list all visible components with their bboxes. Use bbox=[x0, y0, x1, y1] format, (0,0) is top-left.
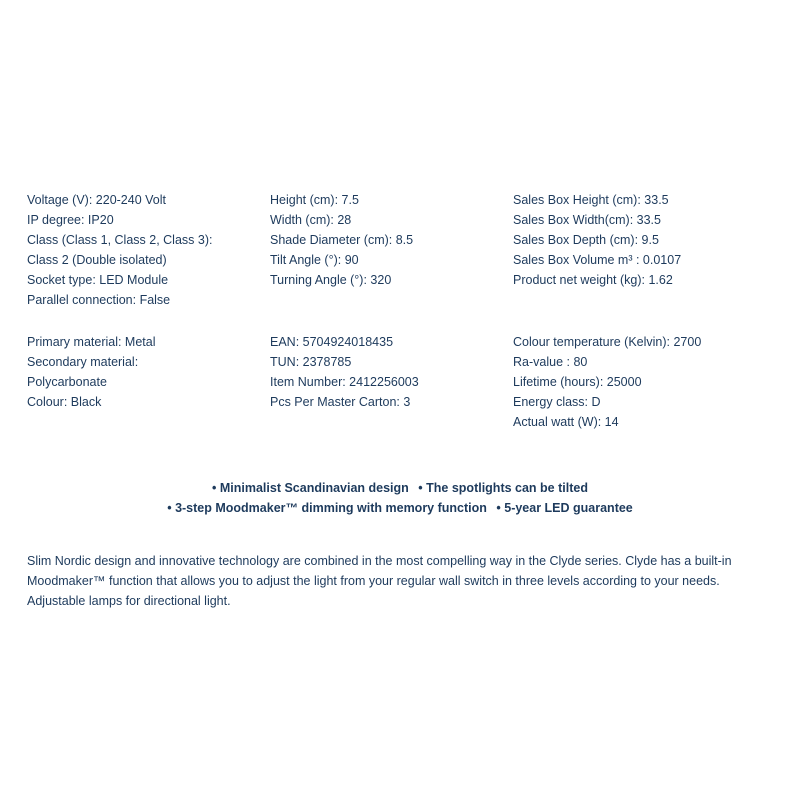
spec-sales-box-width: Sales Box Width(cm): 33.5 bbox=[513, 213, 661, 227]
spec-height: Height (cm): 7.5 bbox=[270, 193, 359, 207]
spec-secondary-material-value: Polycarbonate bbox=[27, 375, 107, 389]
spec-socket-type: Socket type: LED Module bbox=[27, 273, 169, 287]
spec-sales-box-volume: Sales Box Volume m³ : 0.0107 bbox=[513, 253, 682, 267]
spec-column-dimensions-ids bbox=[270, 190, 510, 412]
spec-actual-watt: Actual watt (W): 14 bbox=[513, 415, 619, 429]
description-line: Slim Nordic design and innovative technology are combined in the most compelling way in the Clyde series. Clyde has a built-in bbox=[27, 554, 732, 568]
spec-colour: Colour: Black bbox=[27, 395, 102, 409]
feature-row bbox=[0, 478, 800, 498]
spec-turning-angle: Turning Angle (°): 320 bbox=[270, 273, 392, 287]
spec-class-value: Class 2 (Double isolated) bbox=[27, 253, 167, 267]
description-line: Moodmaker™ function that allows you to adjust the light from your regular wall switch in three levels according to your needs. bbox=[27, 574, 720, 588]
spec-primary-material: Primary material: Metal bbox=[27, 335, 156, 349]
spec-voltage: Voltage (V): 220-240 Volt bbox=[27, 193, 166, 207]
spec-sales-box-depth: Sales Box Depth (cm): 9.5 bbox=[513, 233, 659, 247]
spec-lifetime: Lifetime (hours): 25000 bbox=[513, 375, 642, 389]
spacer bbox=[27, 310, 267, 332]
feature-item: • 3-step Moodmaker™ dimming with memory function bbox=[167, 501, 487, 515]
spec-parallel-connection: Parallel connection: False bbox=[27, 293, 171, 307]
spec-column-electrical-material bbox=[27, 190, 267, 412]
spacer bbox=[513, 290, 783, 310]
spec-column-packaging-light bbox=[513, 190, 783, 432]
spec-pcs-per-carton: Pcs Per Master Carton: 3 bbox=[270, 395, 411, 409]
feature-item: • Minimalist Scandinavian design bbox=[212, 481, 409, 495]
spec-sales-box-height: Sales Box Height (cm): 33.5 bbox=[513, 193, 669, 207]
spec-ip-degree: IP degree: IP20 bbox=[27, 213, 114, 227]
spec-shade-diameter: Shade Diameter (cm): 8.5 bbox=[270, 233, 414, 247]
spec-energy-class: Energy class: D bbox=[513, 395, 601, 409]
spec-class-label: Class (Class 1, Class 2, Class 3): bbox=[27, 233, 213, 247]
spec-ean: EAN: 5704924018435 bbox=[270, 335, 394, 349]
spec-tun: TUN: 2378785 bbox=[270, 355, 352, 369]
product-description bbox=[27, 551, 797, 611]
spacer bbox=[513, 310, 783, 332]
feature-row bbox=[0, 498, 800, 518]
feature-item: • 5-year LED guarantee bbox=[496, 501, 633, 515]
spec-secondary-material-label: Secondary material: bbox=[27, 355, 139, 369]
spacer bbox=[270, 290, 510, 310]
spec-ra-value: Ra-value : 80 bbox=[513, 355, 588, 369]
feature-bullets bbox=[0, 478, 800, 518]
feature-item: • The spotlights can be tilted bbox=[418, 481, 588, 495]
spec-colour-temperature: Colour temperature (Kelvin): 2700 bbox=[513, 335, 702, 349]
spec-tilt-angle: Tilt Angle (°): 90 bbox=[270, 253, 359, 267]
spec-width: Width (cm): 28 bbox=[270, 213, 352, 227]
spec-net-weight: Product net weight (kg): 1.62 bbox=[513, 273, 673, 287]
spacer bbox=[270, 310, 510, 332]
description-line: Adjustable lamps for directional light. bbox=[27, 594, 231, 608]
spec-item-number: Item Number: 2412256003 bbox=[270, 375, 419, 389]
